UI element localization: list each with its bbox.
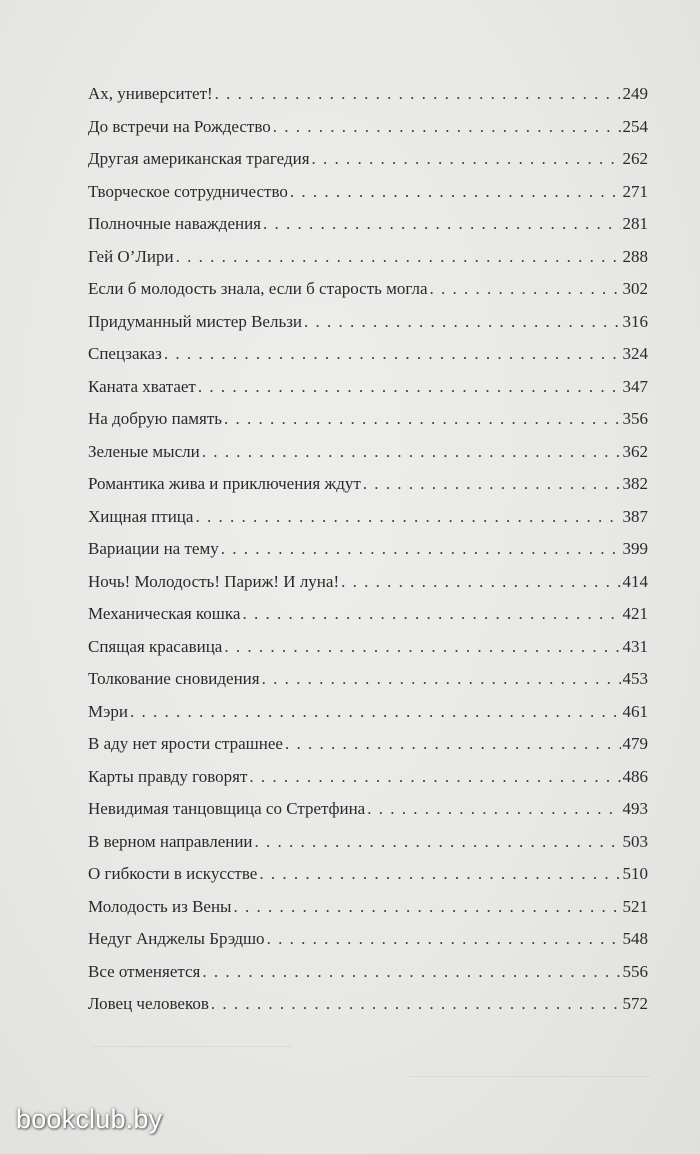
toc-entry-page: 556	[622, 961, 648, 981]
toc-entry-page: 324	[622, 344, 648, 363]
dot-leader	[202, 442, 621, 462]
toc-entry-title: Вариации на тему	[88, 539, 219, 558]
toc-entry	[88, 897, 648, 930]
toc-entry	[88, 929, 648, 962]
toc-entry-page: 510	[622, 864, 648, 883]
toc-entry	[88, 344, 648, 377]
toc-entry-title: Каната хватает	[88, 376, 196, 396]
toc-entry-title: Недуг Анджелы Брэдшо	[88, 929, 265, 948]
toc-entry-page: 254	[622, 116, 648, 136]
toc-entry-page: 382	[622, 474, 648, 493]
toc-entry-page: 347	[622, 376, 648, 396]
toc-entry	[88, 669, 648, 702]
dot-leader	[195, 507, 620, 527]
dot-leader	[233, 897, 620, 917]
dot-leader	[430, 279, 621, 299]
toc-entry-title: Творческое сотрудничество	[88, 181, 288, 201]
dot-leader	[285, 734, 621, 754]
toc-entry	[88, 962, 648, 995]
toc-entry-page: 521	[622, 896, 648, 916]
dot-leader	[198, 377, 621, 397]
toc-entry-title: Ах, университет!	[88, 84, 213, 103]
dot-leader	[263, 214, 620, 234]
dot-leader	[164, 344, 621, 364]
toc-entry-title: Все отменяется	[88, 961, 201, 981]
toc-entry	[88, 409, 648, 442]
dot-leader	[202, 962, 620, 982]
toc-entry-title: Придуманный мистер Вельзи	[88, 311, 303, 331]
dot-leader	[363, 474, 621, 494]
toc-entry	[88, 604, 648, 637]
dot-leader	[312, 149, 621, 169]
toc-entry-title: В верном направлении	[88, 831, 253, 851]
toc-entry-title: Толкование сновидения	[88, 669, 260, 688]
toc-entry-title: Другая американская трагедия	[88, 149, 310, 168]
dot-leader	[176, 247, 621, 267]
dot-leader	[221, 539, 621, 559]
toc-entry-title: Романтика жива и приключения ждут	[88, 474, 361, 493]
toc-entry-page: 479	[622, 734, 648, 753]
toc-entry-page: 387	[622, 506, 648, 526]
dot-leader	[242, 604, 620, 624]
toc-entry-title: Мэри	[88, 701, 129, 721]
dot-leader	[304, 312, 620, 332]
toc-entry-page: 486	[622, 766, 648, 786]
toc-entry-page: 399	[622, 539, 648, 558]
toc-entry-title: Спецзаказ	[88, 344, 162, 363]
toc-entry-page: 431	[622, 636, 648, 656]
toc-entry-page: 362	[622, 441, 648, 461]
toc-entry	[88, 507, 648, 540]
toc-entry	[88, 182, 648, 215]
toc-entry	[88, 767, 648, 800]
toc-entry-title: Невидимая танцовщица со Стретфина	[88, 799, 366, 818]
dot-leader	[341, 572, 620, 592]
toc-entry-page: 288	[622, 246, 648, 266]
dot-leader	[267, 929, 621, 949]
toc-entry-title: До встречи на Рождество	[88, 116, 271, 136]
watermark: bookclub.by	[16, 1104, 163, 1134]
dot-leader	[290, 182, 621, 202]
dot-leader	[130, 702, 620, 722]
toc-entry-title: Хищная птица	[88, 506, 194, 526]
dot-leader	[273, 117, 621, 137]
toc-entry	[88, 312, 648, 345]
toc-entry	[88, 572, 648, 605]
toc-entry	[88, 214, 648, 247]
toc-entry-title: Ловец человеков	[88, 994, 209, 1013]
toc-entry-page: 316	[622, 311, 648, 331]
show-through-line	[410, 1076, 650, 1077]
toc-entry-title: Если б молодость знала, если б старость могла	[88, 279, 428, 298]
toc-entry-title: О гибкости в искусстве	[88, 864, 258, 883]
toc-entry-page: 503	[622, 831, 648, 851]
dot-leader	[211, 994, 621, 1014]
toc-entry-page: 281	[622, 214, 648, 233]
toc-entry	[88, 149, 648, 182]
toc-entry	[88, 734, 648, 767]
toc-entry-title: Зеленые мысли	[88, 441, 200, 461]
toc-entry-page: 302	[622, 279, 648, 298]
toc-entry	[88, 864, 648, 897]
show-through-line	[92, 1046, 292, 1047]
toc-entry	[88, 994, 648, 1027]
table-of-contents	[88, 84, 648, 1027]
dot-leader	[262, 669, 621, 689]
toc-entry	[88, 279, 648, 312]
toc-entry-title: На добрую память	[88, 409, 222, 428]
toc-entry-title: Полночные наваждения	[88, 214, 262, 233]
toc-entry-title: В аду нет ярости страшнее	[88, 734, 283, 753]
toc-entry	[88, 539, 648, 572]
toc-entry	[88, 377, 648, 410]
toc-entry-page: 421	[622, 604, 648, 623]
toc-entry-title: Механическая кошка	[88, 604, 241, 623]
toc-entry	[88, 832, 648, 865]
toc-entry	[88, 474, 648, 507]
toc-entry	[88, 247, 648, 280]
toc-entry-title: Ночь! Молодость! Париж! И луна!	[88, 571, 340, 591]
toc-entry-page: 262	[622, 149, 648, 168]
toc-entry-page: 453	[622, 669, 648, 688]
toc-entry-title: Карты правду говорят	[88, 766, 248, 786]
toc-entry-page: 249	[622, 84, 648, 103]
toc-entry-title: Гей О’Лири	[88, 246, 174, 266]
toc-entry-page: 572	[622, 994, 648, 1013]
toc-entry	[88, 799, 648, 832]
dot-leader	[255, 832, 621, 852]
toc-entry	[88, 117, 648, 150]
toc-entry-page: 493	[622, 799, 648, 818]
toc-entry	[88, 84, 648, 117]
toc-entry-page: 548	[622, 929, 648, 948]
toc-entry-title: Спящая красавица	[88, 636, 223, 656]
dot-leader	[249, 767, 620, 787]
toc-entry-page: 271	[622, 181, 648, 201]
dot-leader	[259, 864, 620, 884]
toc-entry-page: 356	[622, 409, 648, 428]
dot-leader	[215, 84, 621, 104]
dot-leader	[224, 409, 621, 429]
dot-leader	[367, 799, 620, 819]
toc-entry	[88, 637, 648, 670]
toc-entry-title: Молодость из Вены	[88, 896, 232, 916]
toc-entry	[88, 702, 648, 735]
dot-leader	[224, 637, 620, 657]
toc-entry-page: 461	[622, 701, 648, 721]
toc-entry	[88, 442, 648, 475]
toc-entry-page: 414	[622, 571, 648, 591]
